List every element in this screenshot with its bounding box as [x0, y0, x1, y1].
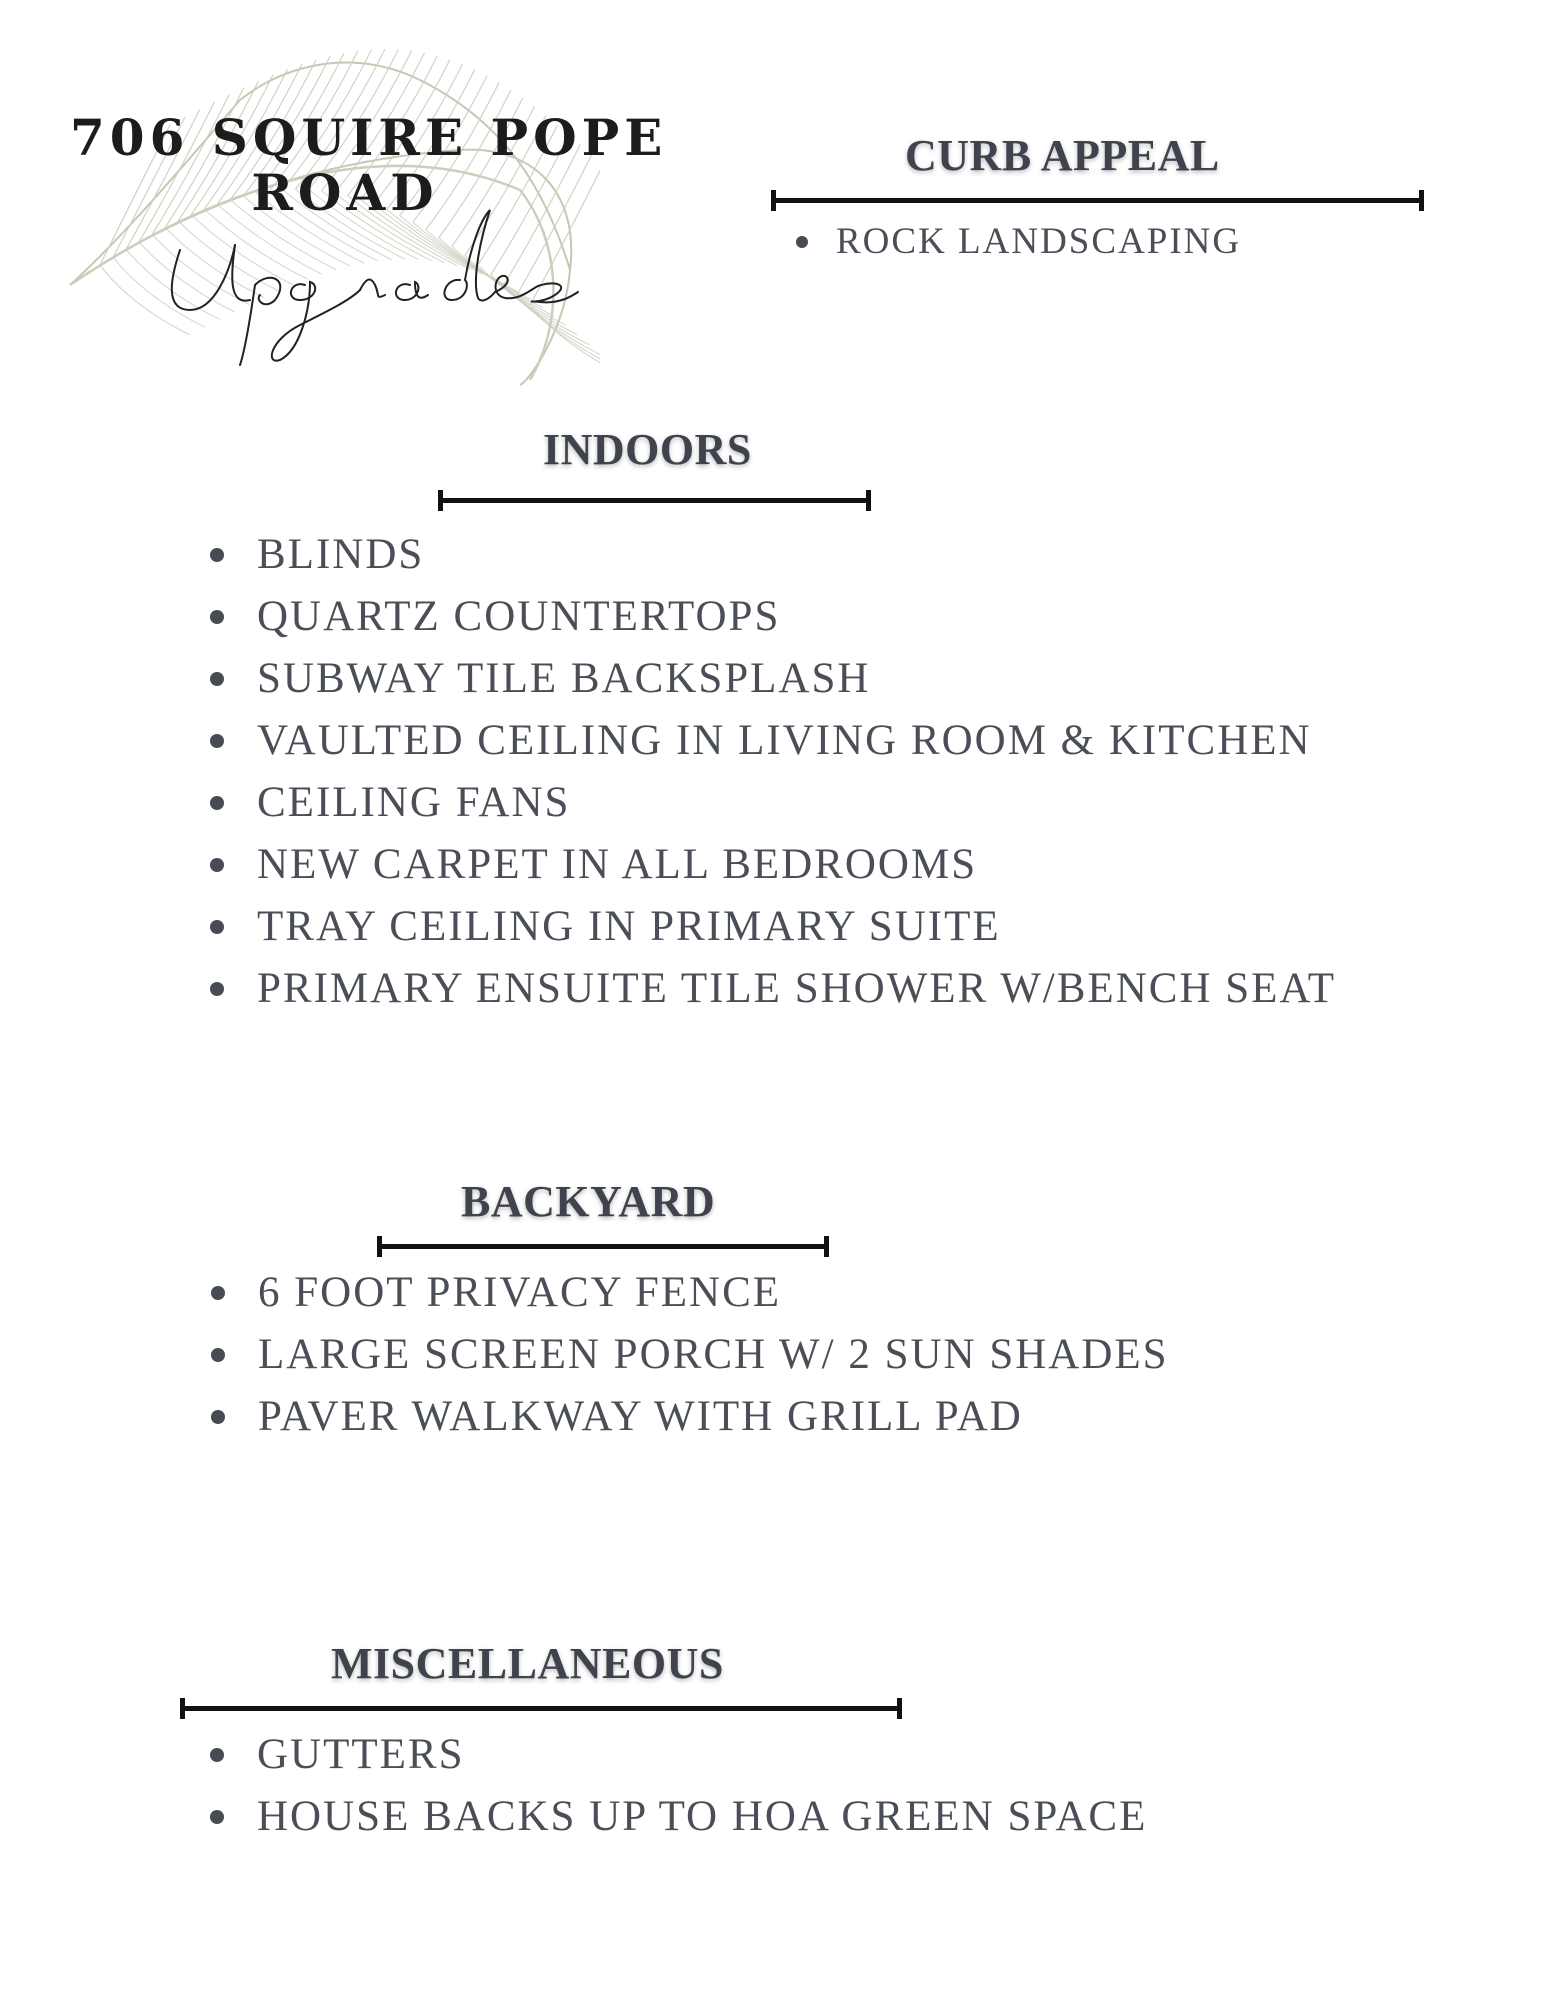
backyard-heading: BACKYARD [461, 1177, 716, 1226]
backyard-divider [377, 1244, 829, 1249]
bullet-icon [210, 1748, 224, 1762]
list-item: PRIMARY ENSUITE TILE SHOWER W/BENCH SEAT [210, 958, 1336, 1020]
bullet-icon [210, 858, 224, 872]
list-item: SUBWAY TILE BACKSPLASH [210, 648, 1336, 710]
list-item: TRAY CEILING IN PRIMARY SUITE [210, 896, 1336, 958]
list-item: VAULTED CEILING IN LIVING ROOM & KITCHEN [210, 710, 1336, 772]
indoors-divider [438, 498, 871, 503]
bullet-icon [210, 920, 224, 934]
upgrades-script-logo [160, 200, 580, 370]
list-item: BLINDS [210, 524, 1336, 586]
backyard-list [211, 1262, 1169, 1448]
indoors-heading: INDOORS [543, 425, 752, 474]
bullet-icon [211, 1286, 225, 1300]
bullet-icon [210, 672, 224, 686]
bullet-icon [210, 610, 224, 624]
curb-appeal-list [796, 217, 1241, 267]
address-line-1: 706 SQUIRE POPE [70, 108, 668, 167]
list-item: ROCK LANDSCAPING [796, 217, 1241, 267]
list-item: NEW CARPET IN ALL BEDROOMS [210, 834, 1336, 896]
miscellaneous-list [210, 1724, 1147, 1848]
bullet-icon [210, 796, 224, 810]
bullet-icon [796, 236, 808, 248]
list-item: CEILING FANS [210, 772, 1336, 834]
indoors-list [210, 524, 1336, 1020]
bullet-icon [210, 1810, 224, 1824]
list-item: GUTTERS [210, 1724, 1147, 1786]
list-item: PAVER WALKWAY WITH GRILL PAD [211, 1386, 1169, 1448]
list-item: 6 FOOT PRIVACY FENCE [211, 1262, 1169, 1324]
curb-appeal-heading: CURB APPEAL [905, 131, 1220, 180]
bullet-icon [211, 1410, 225, 1424]
bullet-icon [211, 1348, 225, 1362]
miscellaneous-heading: MISCELLANEOUS [331, 1639, 724, 1688]
list-item: QUARTZ COUNTERTOPS [210, 586, 1336, 648]
bullet-icon [210, 734, 224, 748]
miscellaneous-divider [180, 1706, 902, 1711]
curb-appeal-divider [771, 198, 1424, 203]
address-line-2: ROAD [251, 163, 439, 222]
bullet-icon [210, 982, 224, 996]
list-item: HOUSE BACKS UP TO HOA GREEN SPACE [210, 1786, 1147, 1848]
list-item: LARGE SCREEN PORCH W/ 2 SUN SHADES [211, 1324, 1169, 1386]
bullet-icon [210, 548, 224, 562]
